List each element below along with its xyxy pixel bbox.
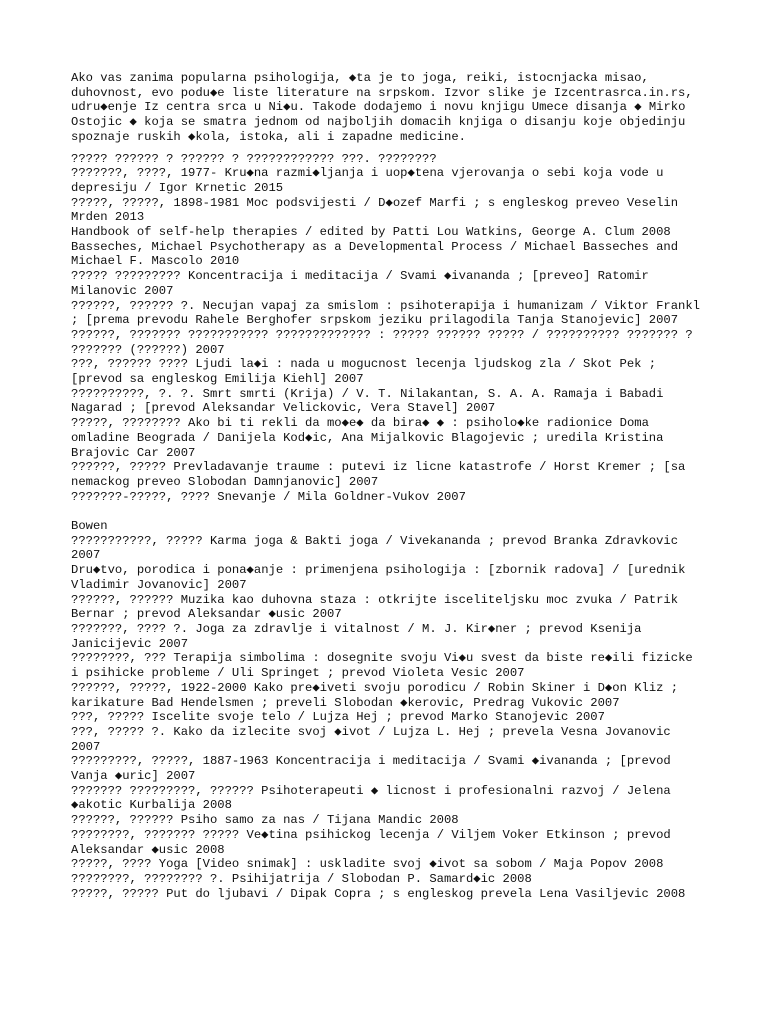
list-item: ????? ????????? Koncentracija i meditacija / Svami ◆ivananda ; [preveo] Ratomir Milanovic 2007 [71,269,649,298]
list-item: ?????, ????? Put do ljubavi / Dipak Copra ; s engleskog prevela Lena Vasiljevic 2008 [71,886,686,901]
list-item: ????????, ??????? ????? Ve◆tina psihickog lecenja / Viljem Voker Etkinson ; prevod Aleksandar ◆usic 2008 [71,827,671,857]
list-item: ?????????, ?????, 1887-1963 Koncentracija i meditacija / Svami ◆ivananda ; [prevod Vanja ◆uric] 2007 [71,754,671,784]
list-item: ??????, ?????? ?. Necujan vapaj za smislom : psihoterapija i humanizam / Viktor Frankl ; [prema prevodu Rahele Berghofer srpskom jeziku prilagodila Tanja Stanojevic] 2007 [71,298,700,328]
list-item: ???????, ???? ?. Joga za zdravlje i vitalnost / M. J. Kir◆ner ; prevod Ksenija Janicijevic 2007 [71,622,642,651]
list-item: ??????, ??????? ??????????? ????????????? : ????? ?????? ????? / ?????????? ??????? ? ??????? (??????) 2007 [71,327,693,357]
document-page [71,71,701,901]
list-item: ?????, ?????, 1898-1981 Moc podsvijesti / D◆ozef Marfi ; s engleskog preveo Veselin Mrden 2013 [71,195,679,225]
list-item: ???, ????? Iscelite svoje telo / Lujza Hej ; prevod Marko Stanojevic 2007 [71,710,605,725]
list-item: Handbook of self-help therapies / edited by Patti Lou Watkins, George A. Clum 2008 [71,225,671,240]
list-item: ?????, ???? Yoga [Video snimak] : uskladite svoj ◆ivot sa sobom / Maja Popov 2008 [71,857,664,872]
section-gap [71,504,701,519]
list-item: ???, ????? ?. Kako da izlecite svoj ◆ivot / Lujza L. Hej ; prevela Vesna Jovanovic 2007 [71,724,671,754]
list-item: ???????, ????, 1977- Kru◆na razmi◆ljanja i uop◆tena vjerovanja o sebi koja vode u depresiju / Igor Krnetic 2015 [71,166,664,195]
list-item: ???????-?????, ???? Snevanje / Mila Goldner-Vukov 2007 [71,489,466,504]
list-item: ??????, ?????, 1922-2000 Kako pre◆iveti svoju porodicu / Robin Skiner i D◆on Kliz ; karikature Bad Hendelsmen ; preveli Slobodan ◆kerovic, Predrag Vukovic 2007 [71,680,679,710]
list-item: ??????? ?????????, ?????? Psihoterapeuti ◆ licnost i profesionalni razvoj / Jelena ◆akotic Kurbalija 2008 [71,783,671,813]
list-item: ??????, ????? Prevladavanje traume : putevi iz licne katastrofe / Horst Kremer ; [sa nemackog preveo Slobodan Damnjanovic] 2007 [71,460,686,489]
list-item: ????????, ??? Terapija simbolima : dosegnite svoju Vi◆u svest da biste re◆ili fizicke i psihicke probleme / Uli Springet ; prevod Violeta Vesic 2007 [71,651,693,681]
list-item: ??????????, ?. ?. Smrt smrti (Krija) / V. T. Nilakantan, S. A. A. Ramaja i Babadi Nagarad ; [prevod Aleksandar Velickovic, Vera Stavel] 2007 [71,386,664,416]
list-item: ????? ?????? ? ?????? ? ???????????? ???. ???????? [71,151,437,166]
entries-section-b [71,519,701,901]
list-item: ??????, ?????? Psiho samo za nas / Tijana Mandic 2008 [71,813,459,828]
entries-section-a [71,152,701,505]
list-item: ???????????, ????? Karma joga & Bakti joga / Vivekananda ; prevod Branka Zdravkovic 2007 [71,533,679,563]
list-item: ?????, ???????? Ako bi ti rekli da mo◆e◆ da bira◆ ◆ : psiholo◆ke radionice Doma omladine Beograda / Danijela Kod◆ic, Ana Mijalkovic Blagojevic ; uredila Kristina Brajovic Car 2007 [71,416,664,460]
intro-paragraph: Ako vas zanima popularna psihologija, ◆ta je to joga, reiki, istocnjacka misao, duhovnost, evo podu◆e liste literature na srpskom. Izvor slike je Izcentrasrca.in.rs, udru◆enje Iz centra srca u Ni◆u. Takode dodajemo i novu knjigu Umece disanja ◆ Mirko Ostojic ◆ koja se smatra jednom od najboljih domacih knjiga o disanju koje objedinju spoznaje ruskih ◆kola, istoka, ali i zapadne medicine. [71,71,693,144]
list-item: ????????, ???????? ?. Psihijatrija / Slobodan P. Samard◆ic 2008 [71,871,532,886]
list-item: ??????, ?????? Muzika kao duhovna staza : otkrijte isceliteljsku moc zvuka / Patrik Bernar ; prevod Aleksandar ◆usic 2007 [71,592,679,622]
list-item: Dru◆tvo, porodica i pona◆anje : primenjena psihologija : [zbornik radova] / [urednik Vladimir Jovanovic] 2007 [71,563,686,592]
list-item: ???, ?????? ???? Ljudi la◆i : nada u mogucnost lecenja ljudskog zla / Skot Pek ; [prevod sa engleskog Emilija Kiehl] 2007 [71,357,657,387]
list-item: Basseches, Michael Psychotherapy as a Developmental Process / Michael Basseches and Michael F. Mascolo 2010 [71,239,679,269]
list-item: Bowen [71,519,108,534]
